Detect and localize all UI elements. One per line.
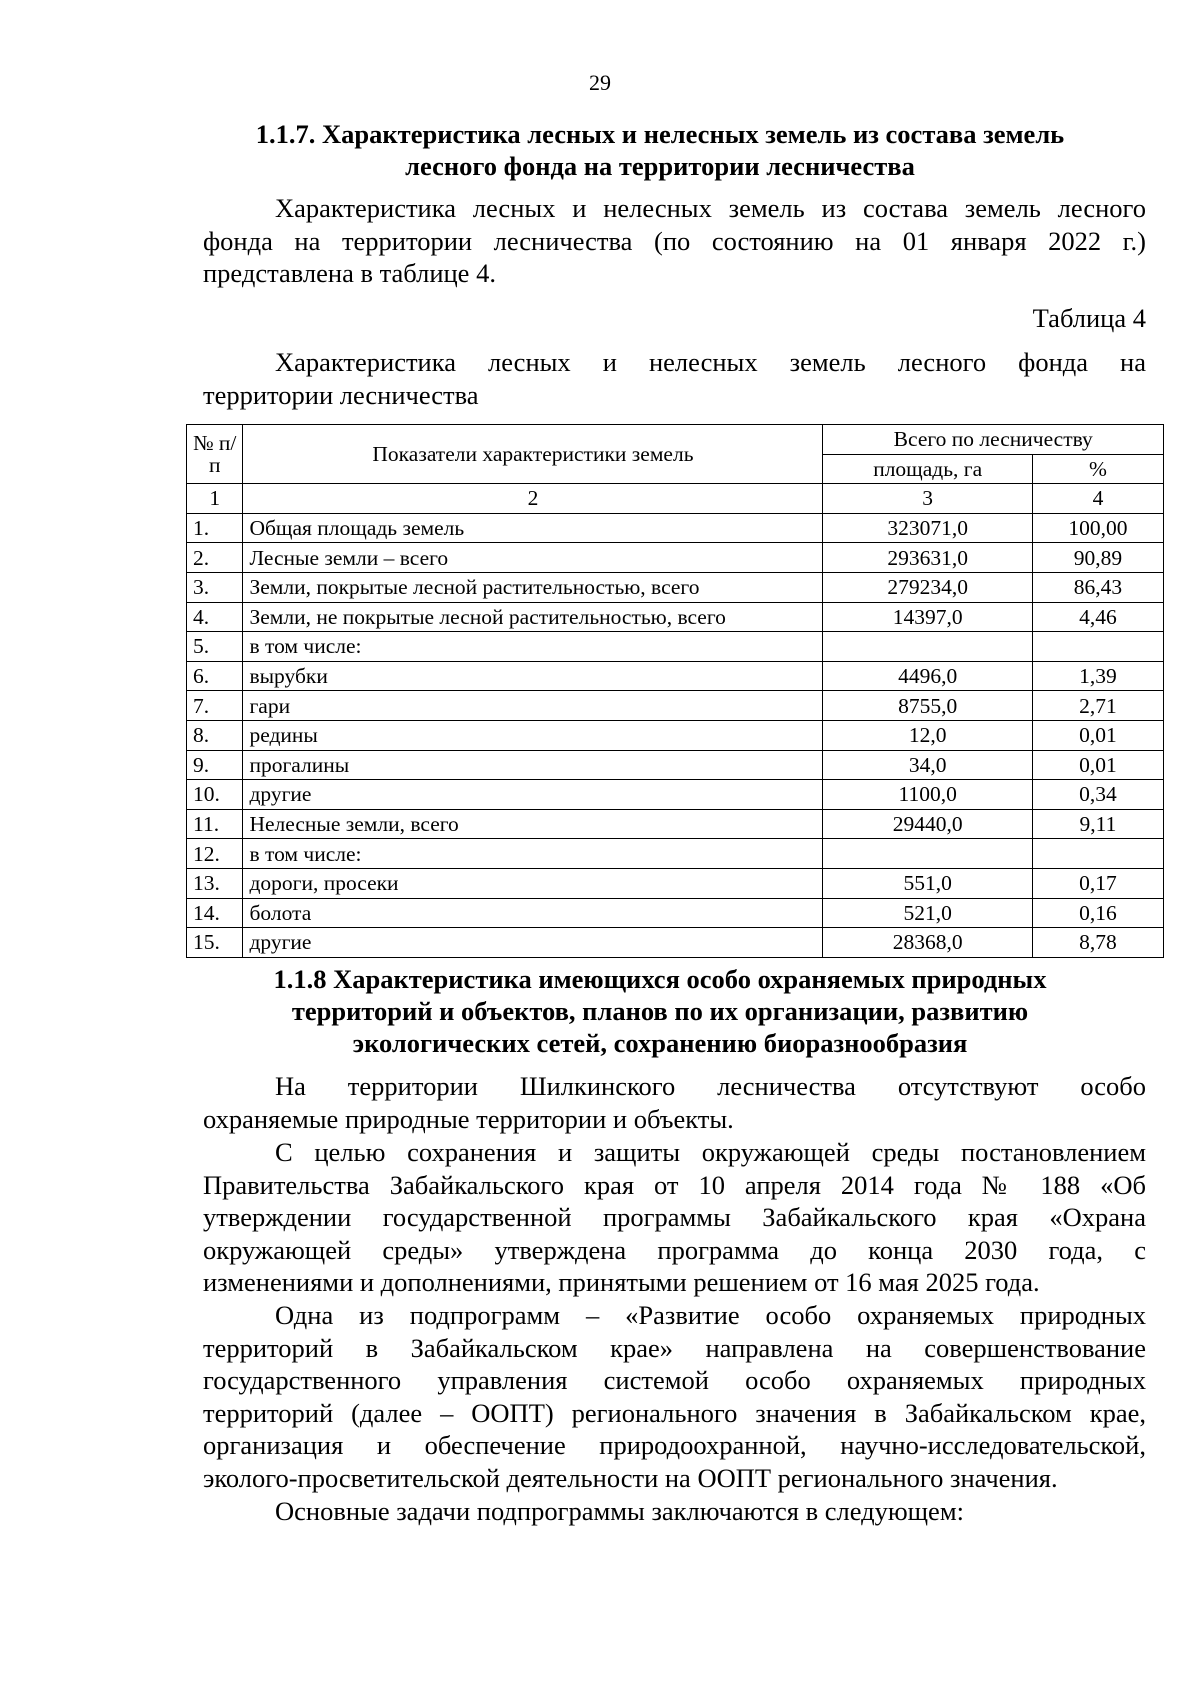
row-num: 6. bbox=[187, 661, 243, 691]
row-num: 8. bbox=[187, 720, 243, 750]
heading-line: лесного фонда на территории лесничества bbox=[405, 151, 915, 181]
caption-line: Характеристика лесных и нелесных земель лесного фонда на bbox=[275, 347, 1146, 377]
row-name: вырубки bbox=[243, 661, 823, 691]
paragraph-line: утверждении государственной программы Забайкальского края «Охрана bbox=[203, 1202, 1146, 1232]
row-pct: 9,11 bbox=[1032, 809, 1163, 839]
row-area bbox=[823, 839, 1032, 869]
row-area: 279234,0 bbox=[823, 572, 1032, 602]
land-characteristics-table bbox=[186, 424, 1164, 958]
paragraph-line: изменениями и дополнениями, принятыми решением от 16 мая 2025 года. bbox=[203, 1267, 1040, 1297]
row-area: 29440,0 bbox=[823, 809, 1032, 839]
row-pct bbox=[1032, 632, 1163, 662]
row-area: 8755,0 bbox=[823, 691, 1032, 721]
row-num: 7. bbox=[187, 691, 243, 721]
row-name: в том числе: bbox=[243, 839, 823, 869]
table-row bbox=[187, 513, 1164, 543]
paragraph-line: представлена в таблице 4. bbox=[203, 258, 496, 288]
paragraph-2 bbox=[203, 1136, 1146, 1299]
table-row bbox=[187, 572, 1164, 602]
row-pct: 86,43 bbox=[1032, 572, 1163, 602]
row-area bbox=[823, 632, 1032, 662]
header-group: Всего по лесничеству bbox=[823, 425, 1164, 455]
header-area: площадь, га bbox=[823, 454, 1032, 484]
row-pct: 0,01 bbox=[1032, 750, 1163, 780]
index-cell: 2 bbox=[243, 484, 823, 514]
table-row bbox=[187, 632, 1164, 662]
row-name: прогалины bbox=[243, 750, 823, 780]
paragraph-4 bbox=[203, 1495, 1146, 1528]
row-area: 323071,0 bbox=[823, 513, 1032, 543]
header-name: Показатели характеристики земель bbox=[243, 425, 823, 484]
row-pct: 1,39 bbox=[1032, 661, 1163, 691]
row-pct: 100,00 bbox=[1032, 513, 1163, 543]
section-heading-118 bbox=[200, 963, 1120, 1059]
table-label: Таблица 4 bbox=[1032, 303, 1146, 333]
table-caption bbox=[203, 346, 1146, 411]
row-pct: 2,71 bbox=[1032, 691, 1163, 721]
row-area: 12,0 bbox=[823, 720, 1032, 750]
header-pct: % bbox=[1032, 454, 1163, 484]
paragraph-3 bbox=[203, 1299, 1146, 1494]
row-pct bbox=[1032, 839, 1163, 869]
row-area: 14397,0 bbox=[823, 602, 1032, 632]
table-row bbox=[187, 661, 1164, 691]
paragraph-1 bbox=[203, 1070, 1146, 1135]
row-area: 34,0 bbox=[823, 750, 1032, 780]
row-name: Земли, не покрытые лесной растительностью, всего bbox=[243, 602, 823, 632]
row-pct: 8,78 bbox=[1032, 928, 1163, 958]
heading-line: 1.1.7. Характеристика лесных и нелесных земель из состава земель bbox=[255, 119, 1065, 149]
paragraph-line: охраняемые природные территории и объекты. bbox=[203, 1103, 734, 1134]
row-num: 1. bbox=[187, 513, 243, 543]
row-num: 3. bbox=[187, 572, 243, 602]
paragraph-line: эколого-просветительской деятельности на ООПТ регионального значения. bbox=[203, 1462, 1058, 1493]
row-name: Лесные земли – всего bbox=[243, 543, 823, 573]
paragraph-line: территорий в Забайкальском крае» направлена на совершенствование bbox=[203, 1332, 1146, 1363]
header-num: № п/п bbox=[187, 425, 243, 484]
row-pct: 4,46 bbox=[1032, 602, 1163, 632]
row-area: 521,0 bbox=[823, 898, 1032, 928]
row-name: Земли, покрытые лесной растительностью, всего bbox=[243, 572, 823, 602]
index-cell: 1 bbox=[187, 484, 243, 514]
heading-line: 1.1.8 Характеристика имеющихся особо охраняемых природных bbox=[273, 964, 1047, 994]
row-name: гари bbox=[243, 691, 823, 721]
index-cell: 4 bbox=[1032, 484, 1163, 514]
row-num: 13. bbox=[187, 868, 243, 898]
row-num: 4. bbox=[187, 602, 243, 632]
table-row bbox=[187, 720, 1164, 750]
row-name: дороги, просеки bbox=[243, 868, 823, 898]
index-cell: 3 bbox=[823, 484, 1032, 514]
row-pct: 0,16 bbox=[1032, 898, 1163, 928]
row-name: редины bbox=[243, 720, 823, 750]
heading-line: экологических сетей, сохранению биоразнообразия bbox=[352, 1028, 968, 1058]
table-row bbox=[187, 750, 1164, 780]
row-num: 5. bbox=[187, 632, 243, 662]
row-pct: 90,89 bbox=[1032, 543, 1163, 573]
row-num: 2. bbox=[187, 543, 243, 573]
paragraph-line: Характеристика лесных и нелесных земель из состава земель лесного bbox=[275, 193, 1146, 223]
table-index-row bbox=[187, 484, 1164, 514]
table-row bbox=[187, 868, 1164, 898]
table-row bbox=[187, 780, 1164, 810]
table-row bbox=[187, 809, 1164, 839]
row-pct: 0,17 bbox=[1032, 868, 1163, 898]
table-row bbox=[187, 898, 1164, 928]
paragraph-line: Одна из подпрограмм – «Развитие особо охраняемых природных bbox=[275, 1300, 1146, 1330]
row-area: 4496,0 bbox=[823, 661, 1032, 691]
row-num: 11. bbox=[187, 809, 243, 839]
table-row bbox=[187, 691, 1164, 721]
row-area: 1100,0 bbox=[823, 780, 1032, 810]
table-row bbox=[187, 543, 1164, 573]
row-area: 551,0 bbox=[823, 868, 1032, 898]
heading-line: территорий и объектов, планов по их организации, развитию bbox=[291, 996, 1029, 1026]
row-name: другие bbox=[243, 780, 823, 810]
paragraph-line: С целью сохранения и защиты окружающей среды постановлением bbox=[275, 1137, 1146, 1167]
row-name: в том числе: bbox=[243, 632, 823, 662]
row-num: 10. bbox=[187, 780, 243, 810]
paragraph-line: На территории Шилкинского лесничества отсутствуют особо bbox=[275, 1071, 1146, 1101]
paragraph-line: организация и обеспечение природоохранной, научно-исследовательской, bbox=[203, 1430, 1146, 1460]
row-name: Общая площадь земель bbox=[243, 513, 823, 543]
row-name: другие bbox=[243, 928, 823, 958]
paragraph-line: окружающей среды» утверждена программа до конца 2030 года, с bbox=[203, 1234, 1146, 1265]
section-heading-117 bbox=[200, 118, 1120, 182]
row-num: 14. bbox=[187, 898, 243, 928]
paragraph-line: Основные задачи подпрограммы заключаются в следующем: bbox=[275, 1496, 964, 1526]
table-row bbox=[187, 839, 1164, 869]
row-pct: 0,01 bbox=[1032, 720, 1163, 750]
row-pct: 0,34 bbox=[1032, 780, 1163, 810]
row-name: болота bbox=[243, 898, 823, 928]
table-row bbox=[187, 602, 1164, 632]
caption-line: территории лесничества bbox=[203, 379, 479, 410]
row-num: 9. bbox=[187, 750, 243, 780]
row-name: Нелесные земли, всего bbox=[243, 809, 823, 839]
paragraph-line: Правительства Забайкальского края от 10 апреля 2014 года № 188 «Об bbox=[203, 1169, 1146, 1200]
page-number: 29 bbox=[589, 70, 611, 95]
paragraph-line: фонда на территории лесничества (по состоянию на 01 января 2022 г.) bbox=[203, 225, 1146, 256]
row-area: 28368,0 bbox=[823, 928, 1032, 958]
row-area: 293631,0 bbox=[823, 543, 1032, 573]
row-num: 15. bbox=[187, 928, 243, 958]
table-row bbox=[187, 928, 1164, 958]
row-num: 12. bbox=[187, 839, 243, 869]
paragraph-line: государственного управления системой особо охраняемых природных bbox=[203, 1365, 1146, 1395]
paragraph-line: территорий (далее – ООПТ) регионального значения в Забайкальском крае, bbox=[203, 1397, 1146, 1428]
intro-paragraph bbox=[203, 192, 1146, 290]
